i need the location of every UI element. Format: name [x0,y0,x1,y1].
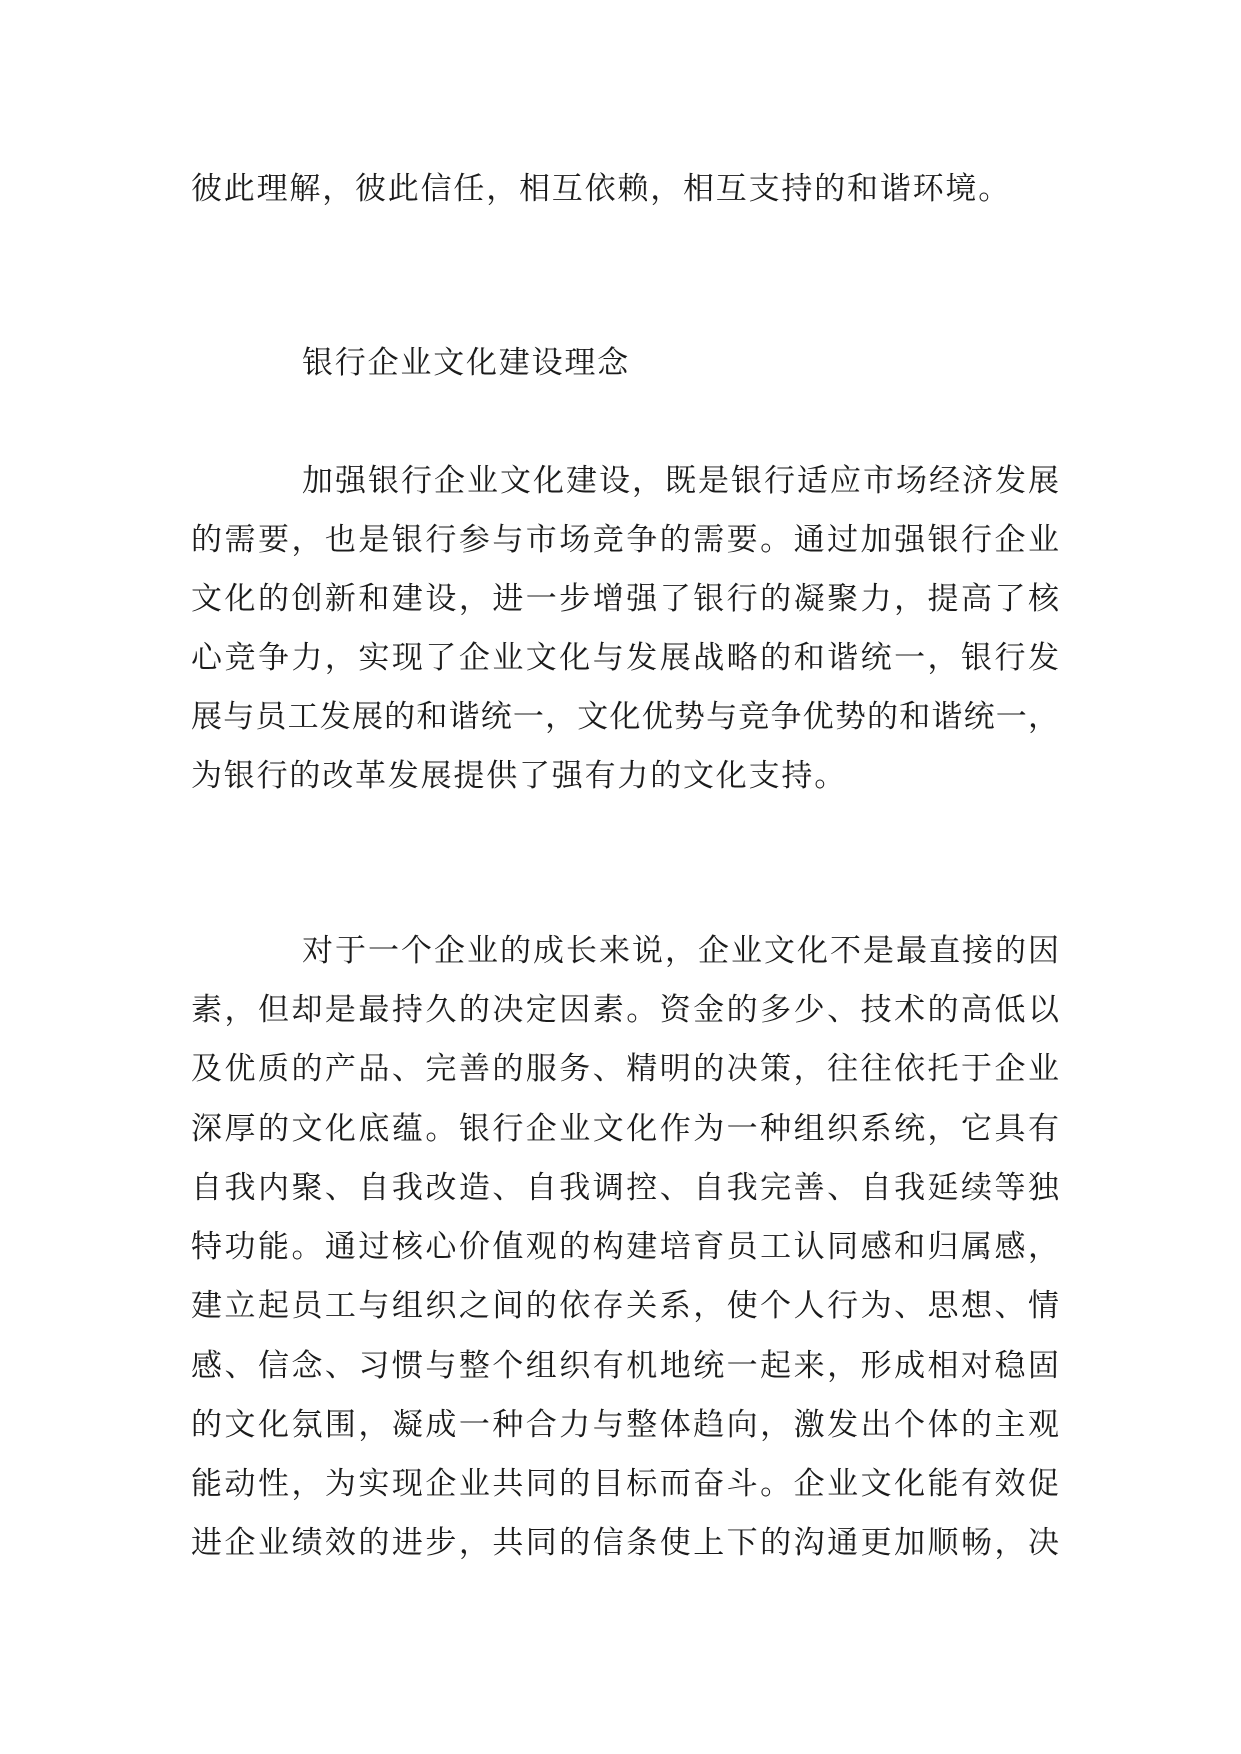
paragraph-line: 的需要，也是银行参与市场竞争的需要。通过加强银行企业 [191,522,1059,558]
paragraph-line: 建立起员工与组织之间的依存关系，使个人行为、思想、情 [191,1288,1059,1324]
section-heading: 银行企业文化建设理念 [302,345,630,381]
paragraph-line: 能动性，为实现企业共同的目标而奋斗。企业文化能有效促 [191,1466,1059,1502]
paragraph-line: 及优质的产品、完善的服务、精明的决策，往往依托于企业 [191,1051,1059,1087]
paragraph-line: 素，但却是最持久的决定因素。资金的多少、技术的高低以 [191,992,1059,1028]
paragraph-line: 彼此理解，彼此信任，相互依赖，相互支持的和谐环境。 [191,171,1011,207]
paragraph-line: 特功能。通过核心价值观的构建培育员工认同感和归属感， [191,1229,1059,1265]
paragraph-line: 加强银行企业文化建设，既是银行适应市场经济发展 [302,463,1059,499]
paragraph-line: 的文化氛围，凝成一种合力与整体趋向，激发出个体的主观 [191,1407,1059,1443]
paragraph-line: 心竞争力，实现了企业文化与发展战略的和谐统一，银行发 [191,640,1059,676]
paragraph-line: 对于一个企业的成长来说，企业文化不是最直接的因 [302,933,1059,969]
paragraph-line: 为银行的改革发展提供了强有力的文化支持。 [191,758,847,794]
paragraph-line: 感、信念、习惯与整个组织有机地统一起来，形成相对稳固 [191,1348,1059,1384]
paragraph-line: 自我内聚、自我改造、自我调控、自我完善、自我延续等独 [191,1170,1059,1206]
paragraph-line: 深厚的文化底蕴。银行企业文化作为一种组织系统，它具有 [191,1111,1059,1147]
paragraph-line: 展与员工发展的和谐统一，文化优势与竞争优势的和谐统一， [191,699,1059,735]
paragraph-line: 进企业绩效的进步，共同的信条使上下的沟通更加顺畅，决 [191,1525,1059,1561]
paragraph-line: 文化的创新和建设，进一步增强了银行的凝聚力，提高了核 [191,581,1059,617]
